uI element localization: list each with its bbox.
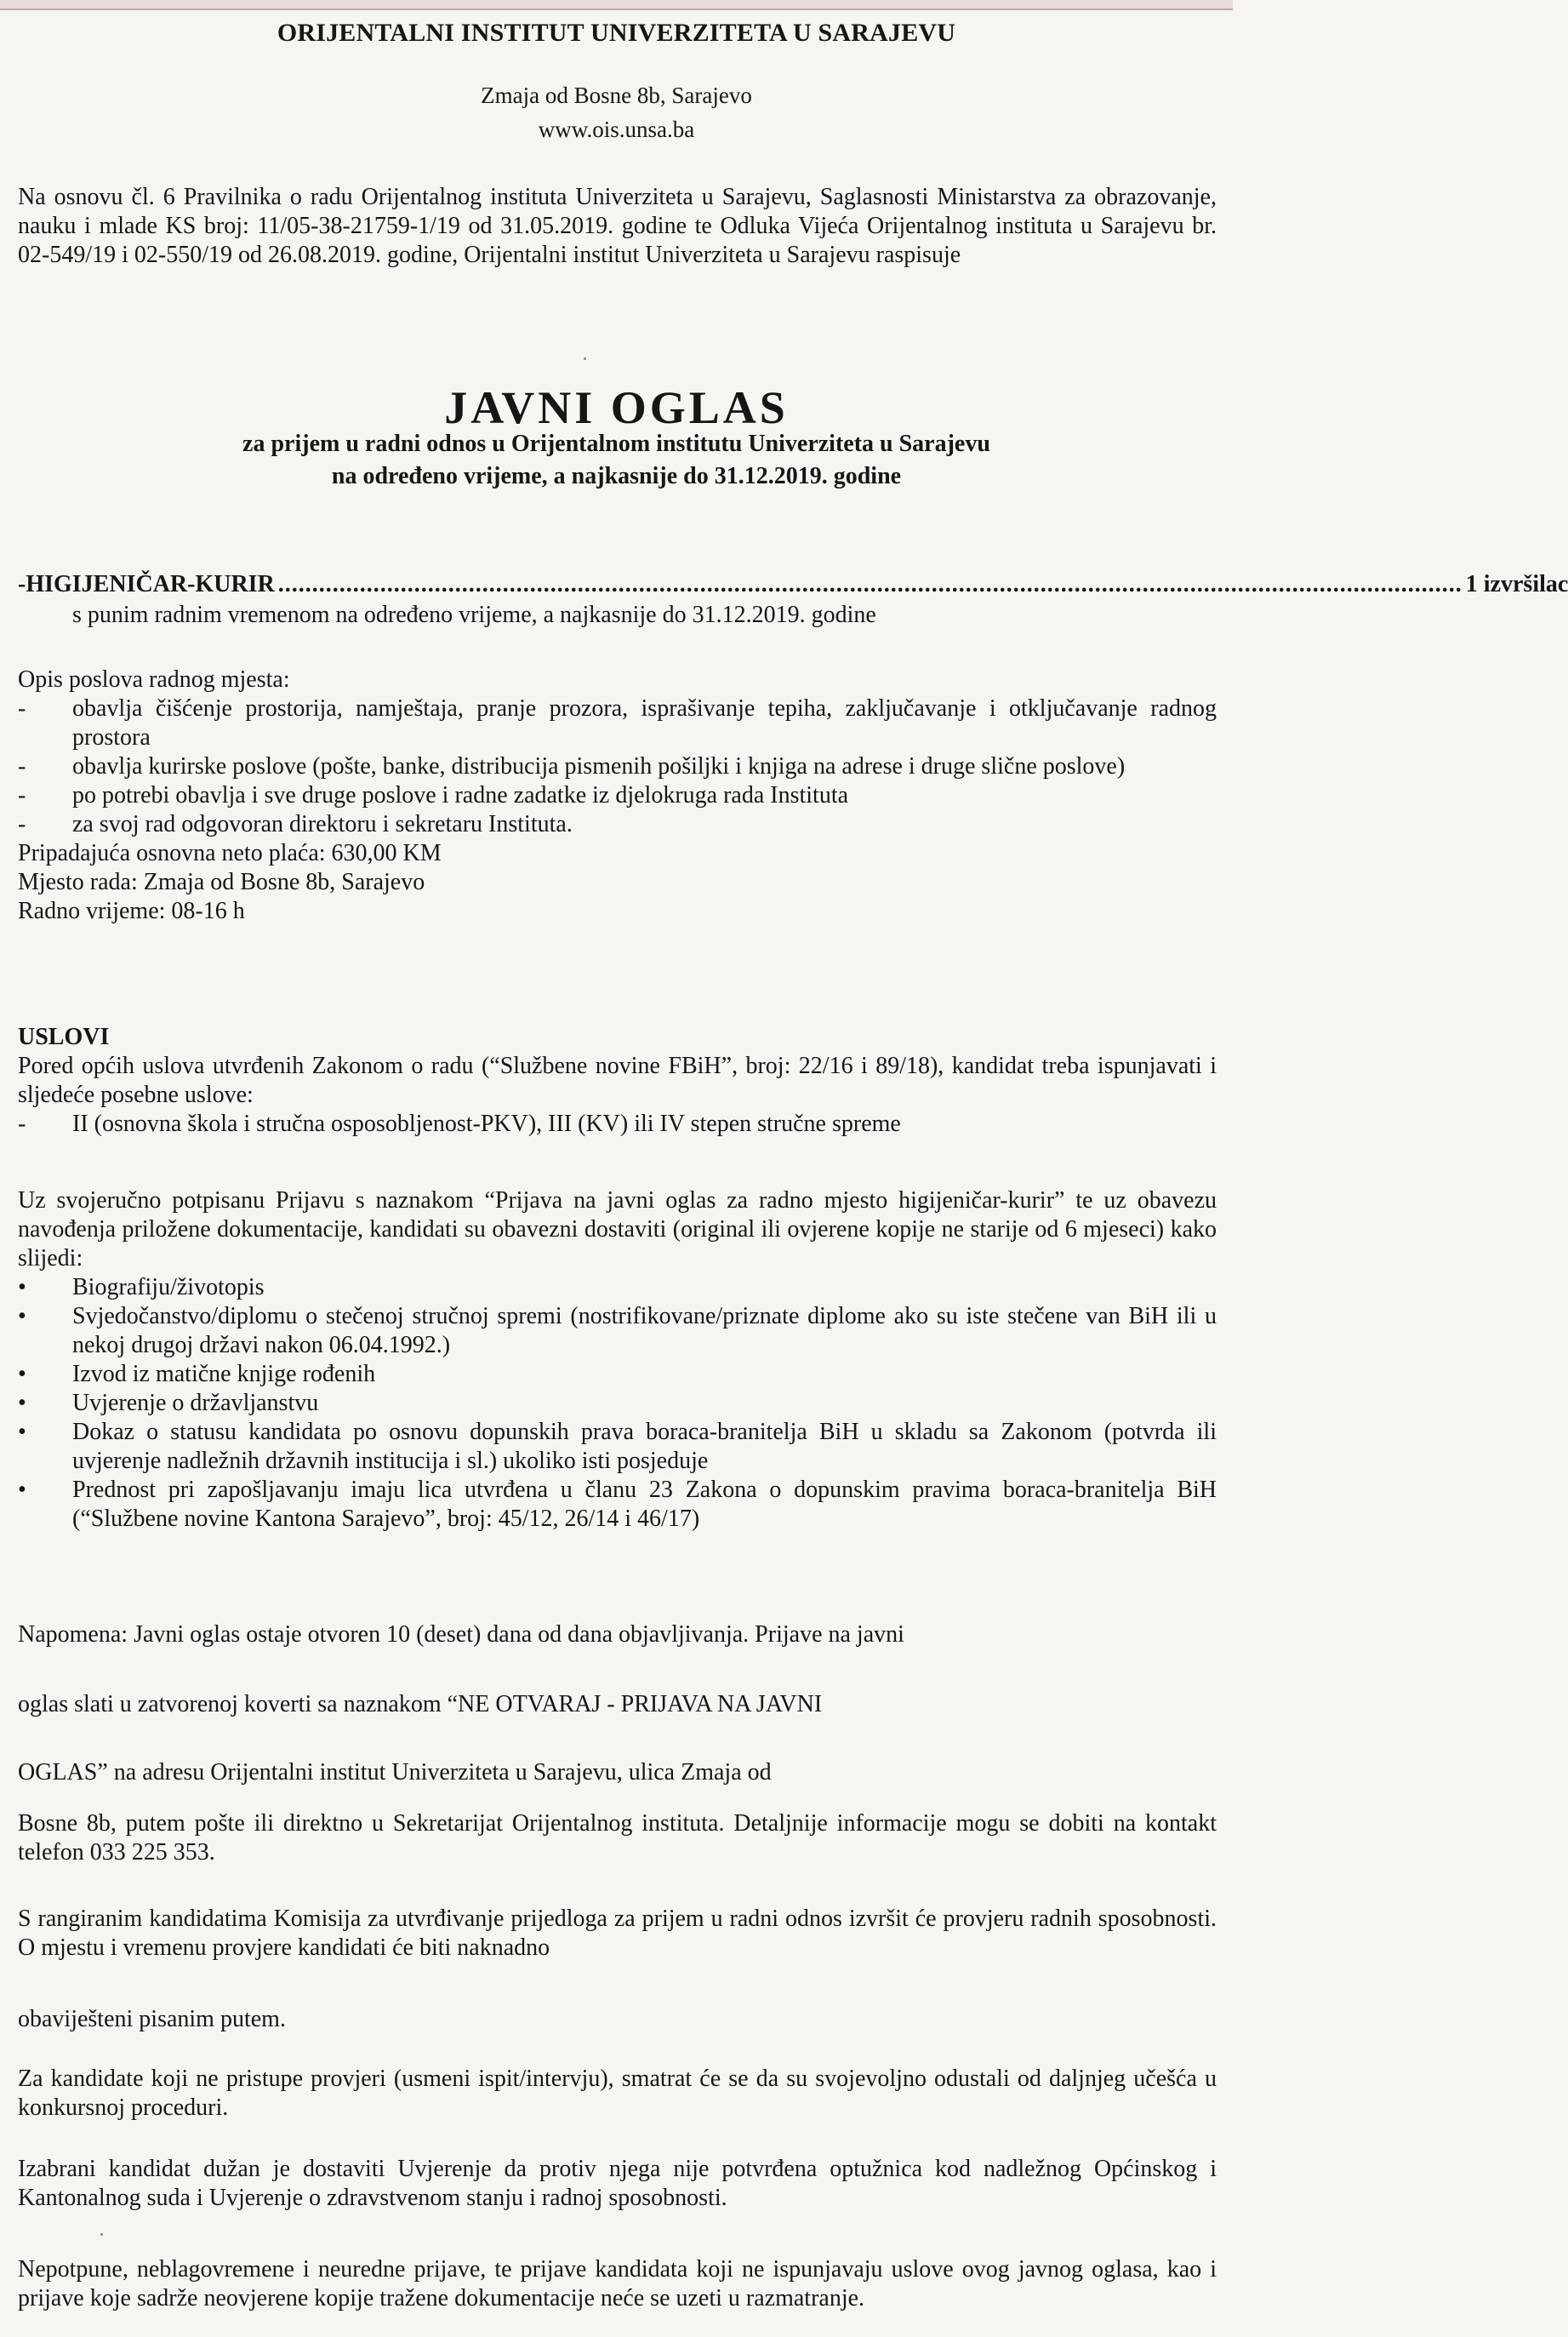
note-6: obaviješteni pisanim putem. [18,2006,286,2032]
institution-contact [0,78,1233,146]
note-3: OGLAS” na adresu Orijentalni institut Univerziteta u Sarajevu, ulica Zmaja od [18,1759,772,1786]
list-item: • Biografiju/životopis [18,1274,265,1300]
list-item: • Dokaz o statusu kandidata po osnovu dopunskih prava boraca-branitelja BiH u skladu sa Zakonom (potvrda ili uvjerenje nadležnih državnih institucija i sl.) ukoliko isti posjeduje [18,1419,1217,1474]
list-item: • Uvjerenje o državljanstvu [18,1390,319,1416]
list-item: - II (osnovna škola i stručna osposobljenost-PKV), III (KV) ili IV stepen stručne spreme [18,1111,901,1137]
conditions-text: Pored općih uslova utvrđenih Zakonom o radu (“Službene novine FBiH”, broj: 22/16 i 89/18), kandidat treba ispunjavati i sljedeće posebne uslove: [18,1053,1217,1108]
job-description [18,666,1217,926]
institution-address: Zmaja od Bosne 8b, Sarajevo [481,83,752,108]
ad-subtitle-line-2: na određeno vrijeme, a najkasnije do 31.12.2019. godine [331,463,902,489]
note-7: Za kandidate koji ne pristupe provjeri (usmeni ispit/intervju), smatrat će se da su svojevoljno odustali od daljnjeg učešća u konkursnoj proceduri. [18,2066,1217,2121]
institution-website: www.ois.unsa.ba [538,117,695,142]
position-dash: - [18,571,26,597]
documents-intro: Uz svojeručno potpisanu Prijavu s naznakom “Prijava na javni oglas za radno mjesto higijeničar-kurir” te uz obavezu navođenja priložene dokumentacije, kandidati su obavezni dostaviti (original ili ovjerene kopije ne starije od 6 mjeseci) kako slijedi: [18,1187,1217,1271]
note-4: Bosne 8b, putem pošte ili direktno u Sekretarijat Orijentalnog instituta. Detaljnije informacije mogu se dobiti na kontakt telefon 033 225 353. [18,1810,1217,1866]
note-2: oglas slati u zatvorenoj koverti sa naznakom “NE OTVARAJ - PRIJAVA NA JAVNI [18,1691,823,1717]
documents-section [18,1186,1217,1534]
institution-name: ORIJENTALNI INSTITUT UNIVERZITETA U SARAJEVU [277,19,956,47]
work-hours: Radno vrijeme: 08-16 h [18,898,245,924]
position-name: HIGIJENIČAR-KURIR [26,571,275,597]
note-9: Nepotpune, neblagovremene i neuredne prijave, te prijave kandidata koji ne ispunjavaju uslove ovog javnog oglasa, kao i prijave koje sadrže neovjerene kopije tražene dokumentacije neće se uzeti u razmatranje. [18,2256,1217,2311]
conditions-heading: USLOVI [18,1024,110,1050]
scan-speck [100,2233,103,2236]
duties-list [18,694,1217,839]
position-count: 1 izvršilac [1465,571,1568,597]
ad-subtitle [0,428,1233,493]
list-item: • Svjedočanstvo/diplomu o stečenoj stručnoj spremi (nostrifikovane/priznate diplome ako su iste stečene van BiH ili u nekoj drugoj državi nakon 06.04.1992.) [18,1303,1217,1358]
ad-title: JAVNI OGLAS [444,382,789,433]
documents-list [18,1273,1217,1534]
conditions-list [18,1110,1217,1139]
list-item: - obavlja kurirske poslove (pošte, banke, distribucija pismenih pošiljki i knjiga na adrese i druge slične poslove) [18,753,1126,780]
intro-paragraph: Na osnovu čl. 6 Pravilnika o radu Orijentalnog instituta Univerziteta u Sarajevu, Saglasnosti Ministarstva za obrazovanje, nauku i mlade KS broj: 11/05-38-21759-1/19 od 31.05.2019. godine te Odluka Vijeća Orijentalnog instituta u Sarajevu br. 02-549/19 i 02-550/19 od 26.08.2019. godine, Orijentalni institut Univerziteta u Sarajevu raspisuje [18,184,1217,268]
list-item: - obavlja čišćenje prostorija, namještaja, pranje prozora, isprašivanje tepiha, zaključavanje i otključavanje radnog prostora [18,695,1217,751]
salary: Pripadajuća osnovna neto plaća: 630,00 KM [18,840,442,866]
conditions-section [18,1023,1217,1139]
scan-speck [584,357,586,360]
note-5: S rangiranim kandidatima Komisija za utvrđivanje prijedloga za prijem u radni odnos izvršit će provjeru radnih sposobnosti. O mjestu i vremenu provjere kandidati će biti naknadno [18,1906,1217,1961]
list-item: • Prednost pri zapošljavanju imaju lica utvrđena u članu 23 Zakona o dopunskim pravima boraca-branitelja BiH (“Službene novine Kantona Sarajevo”, broj: 45/12, 26/14 i 46/17) [18,1477,1217,1532]
work-location: Mjesto rada: Zmaja od Bosne 8b, Sarajevo [18,869,425,895]
list-item: - po potrebi obavlja i sve druge poslove i radne zadatke iz djelokruga rada Instituta [18,782,849,809]
list-item: - za svoj rad odgovoran direktoru i sekretaru Instituta. [18,811,573,837]
position-line [18,570,1568,599]
job-heading: Opis poslova radnog mjesta: [18,666,290,693]
note-8: Izabrani kandidat dužan je dostaviti Uvjerenje da protiv njega nije potvrđena optužnica kod nadležnog Općinskog i Kantonalnog suda i Uvjerenje o zdravstvenom stanju i radnoj sposobnosti. [18,2156,1217,2211]
note-1: Napomena: Javni oglas ostaje otvoren 10 (deset) dana od dana objavljivanja. Prijave na javni [18,1621,904,1648]
list-item: • Izvod iz matične knjige rođenih [18,1361,376,1387]
position-detail: s punim radnim vremenom na određeno vrijeme, a najkasnije do 31.12.2019. godine [72,602,876,628]
ad-subtitle-line-1: za prijem u radni odnos u Orijentalnom institutu Univerziteta u Sarajevu [242,431,990,457]
position-leader-dots: .............................................................................................................................................................................. [277,571,1463,597]
